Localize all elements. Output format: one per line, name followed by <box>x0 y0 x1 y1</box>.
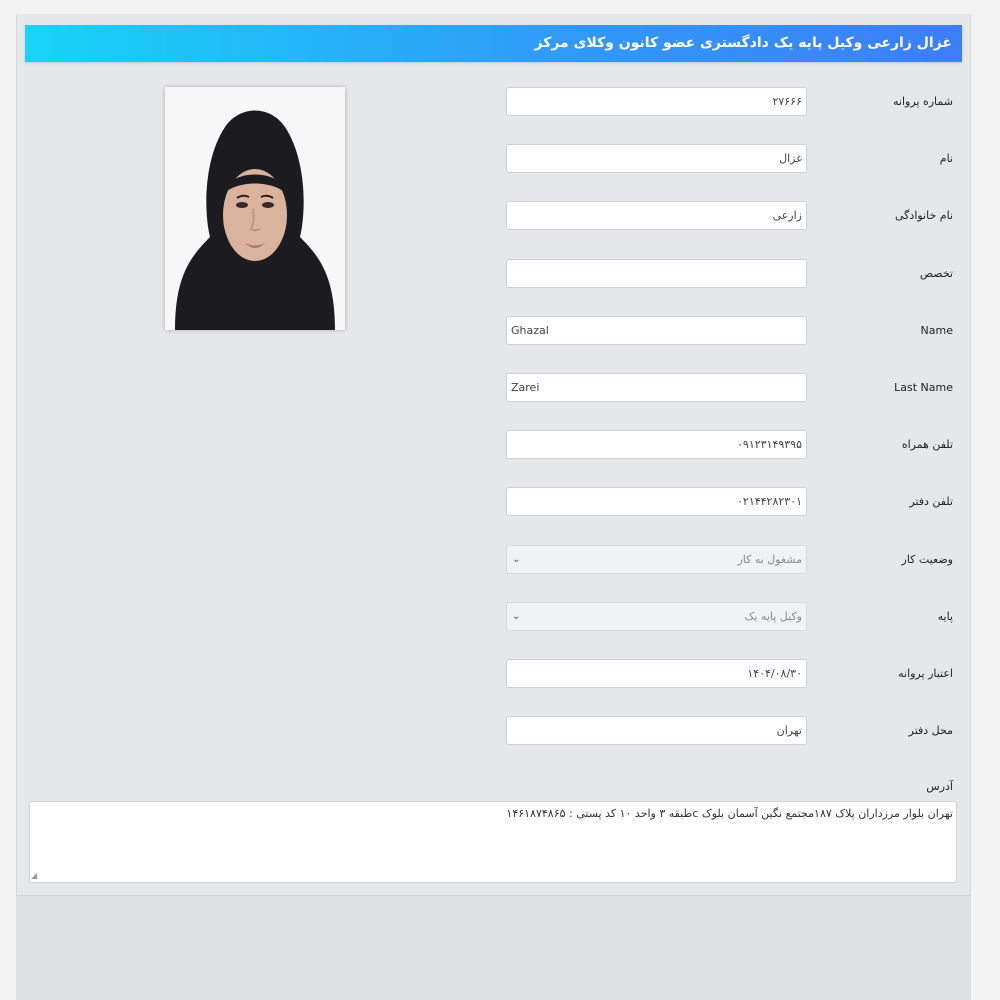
field-label: پایه <box>937 610 953 623</box>
field-label: Name <box>920 324 953 337</box>
address-label: آدرس <box>926 780 953 793</box>
field-value: ۲۷۶۶۶ <box>772 95 802 108</box>
field-label: شماره پروانه <box>893 95 953 108</box>
field-label: تخصص <box>919 267 953 280</box>
field-label: نام <box>939 152 953 165</box>
field-label: وضعیت کار <box>901 553 953 566</box>
resize-grip-icon[interactable]: ◢ <box>31 871 38 880</box>
text-field[interactable] <box>506 259 807 288</box>
field-value: Zarei <box>511 381 540 394</box>
field-label: تلفن دفتر <box>909 495 953 508</box>
portrait-image <box>165 87 345 330</box>
select-field[interactable] <box>506 602 807 631</box>
field-value: Ghazal <box>511 324 549 337</box>
field-value: ۰۲۱۴۴۲۸۲۳۰۱ <box>737 495 802 508</box>
field-value: مشغول به کار <box>737 553 802 566</box>
text-field[interactable] <box>506 144 807 173</box>
field-label: محل دفتر <box>908 724 953 737</box>
text-field[interactable] <box>506 430 807 459</box>
panel-footer <box>16 895 971 1000</box>
text-field[interactable] <box>506 716 807 745</box>
field-value: ۰۹۱۲۳۱۴۹۳۹۵ <box>737 438 802 451</box>
profile-photo <box>165 87 345 330</box>
field-value: غزال <box>779 152 802 165</box>
text-field[interactable] <box>506 659 807 688</box>
chevron-down-icon[interactable]: ⌄ <box>512 611 521 622</box>
text-field[interactable] <box>506 316 807 345</box>
field-value: تهران <box>776 724 802 737</box>
address-textarea[interactable]: تهران بلوار مرزداران پلاک ۱۸۷مجتمع نگین آسمان بلوک cطبقه ۳ واحد ۱۰ کد پستی : ۱۴۶۱۸۷۴۸۶۵ <box>29 801 957 883</box>
field-label: نام خانوادگی <box>895 209 953 222</box>
field-value: زارعی <box>772 209 802 222</box>
field-value: وکیل پایه یک <box>744 610 802 623</box>
field-label: اعتبار پروانه <box>898 667 953 680</box>
field-label: تلفن همراه <box>901 438 953 451</box>
chevron-down-icon[interactable]: ⌄ <box>512 554 521 565</box>
text-field[interactable] <box>506 87 807 116</box>
text-field[interactable] <box>506 487 807 516</box>
field-value: ۱۴۰۴/۰۸/۳۰ <box>747 667 802 680</box>
page-title: غزال زارعی وکیل پایه یک دادگستری عضو کانون وکلای مرکز <box>25 25 962 62</box>
text-field[interactable] <box>506 373 807 402</box>
field-label: Last Name <box>894 381 953 394</box>
text-field[interactable] <box>506 201 807 230</box>
select-field[interactable] <box>506 545 807 574</box>
